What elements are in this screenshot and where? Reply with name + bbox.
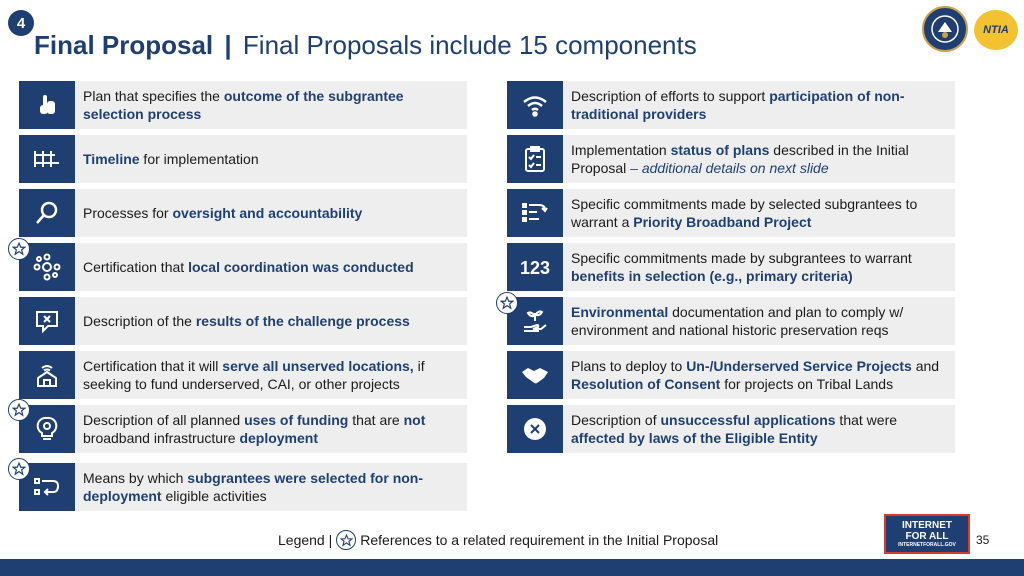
slide-number-badge: 4 [8,10,34,36]
component-card [19,463,467,511]
component-text: Processes for oversight and accountability [75,189,467,237]
x-circle-icon [507,405,563,453]
component-card [507,405,955,453]
component-card [19,189,467,237]
commerce-seal-logo [922,6,968,52]
handshake-icon [507,351,563,399]
component-card [507,243,955,291]
legend-label: Legend | [278,532,333,548]
ntia-logo [974,10,1018,50]
list-arrow-icon [507,189,563,237]
clipboard-checklist-icon [507,135,563,183]
component-text: Description of efforts to support participation of non-traditional providers [563,81,955,129]
title-bold: Final Proposal [34,30,214,60]
component-card [507,351,955,399]
component-text: Means by which subgrantees were selected for non-deployment eligible activities [75,463,467,511]
component-card [19,297,467,345]
page-number: 35 [976,533,990,547]
component-card [19,243,467,291]
title-rest: Final Proposals include 15 components [242,30,697,60]
footer-bar [0,559,1024,576]
star-reference-icon [496,292,518,314]
wifi-icon [507,81,563,129]
component-text: Description of all planned uses of funding that are not broadband infrastructure deployment [75,405,467,453]
legend-text: References to a related requirement in the Initial Proposal [360,532,719,548]
component-card [507,189,955,237]
component-card [507,135,955,183]
magnifier-icon [19,189,75,237]
component-card [19,81,467,129]
title-separator: | [224,30,232,60]
component-text: Description of unsuccessful applications that were affected by laws of the Eligible Entity [563,405,955,453]
legend [278,530,718,550]
component-text: Timeline for implementation [75,135,467,183]
component-card [507,297,955,345]
component-text: Certification that local coordination was conducted [75,243,467,291]
svg-text:123: 123 [520,258,551,278]
internet-for-all-logo: INTERNET FOR ALL INTERNETFORALL.GOV [884,514,970,554]
component-card [19,351,467,399]
legend-star-icon [336,530,356,550]
component-card [19,405,467,453]
component-card [19,135,467,183]
page-title [34,30,697,61]
component-text: Specific commitments made by subgrantees to warrant benefits in selection (e.g., primary criteria) [563,243,955,291]
component-card [507,81,955,129]
ntia-logo-text: NTIA [983,24,1009,36]
house-wifi-icon [19,351,75,399]
component-text: Specific commitments made by selected subgrantees to warrant a Priority Broadband Project [563,189,955,237]
star-reference-icon [8,399,30,421]
chat-x-icon [19,297,75,345]
component-text: Environmental documentation and plan to comply w/ environment and national historic preservation reqs [563,297,955,345]
star-reference-icon [8,458,30,480]
component-text: Description of the results of the challenge process [75,297,467,345]
timeline-icon [19,135,75,183]
component-text: Plans to deploy to Un-/Underserved Service Projects and Resolution of Consent for projects on Tribal Lands [563,351,955,399]
star-reference-icon [8,238,30,260]
component-text: Certification that it will serve all unserved locations, if seeking to fund underserved, CAI, or other projects [75,351,467,399]
numbers-123-icon [507,243,563,291]
hand-pointer-icon [19,81,75,129]
component-text: Implementation status of plans described in the Initial Proposal – additional details on next slide [563,135,955,183]
component-text: Plan that specifies the outcome of the subgrantee selection process [75,81,467,129]
